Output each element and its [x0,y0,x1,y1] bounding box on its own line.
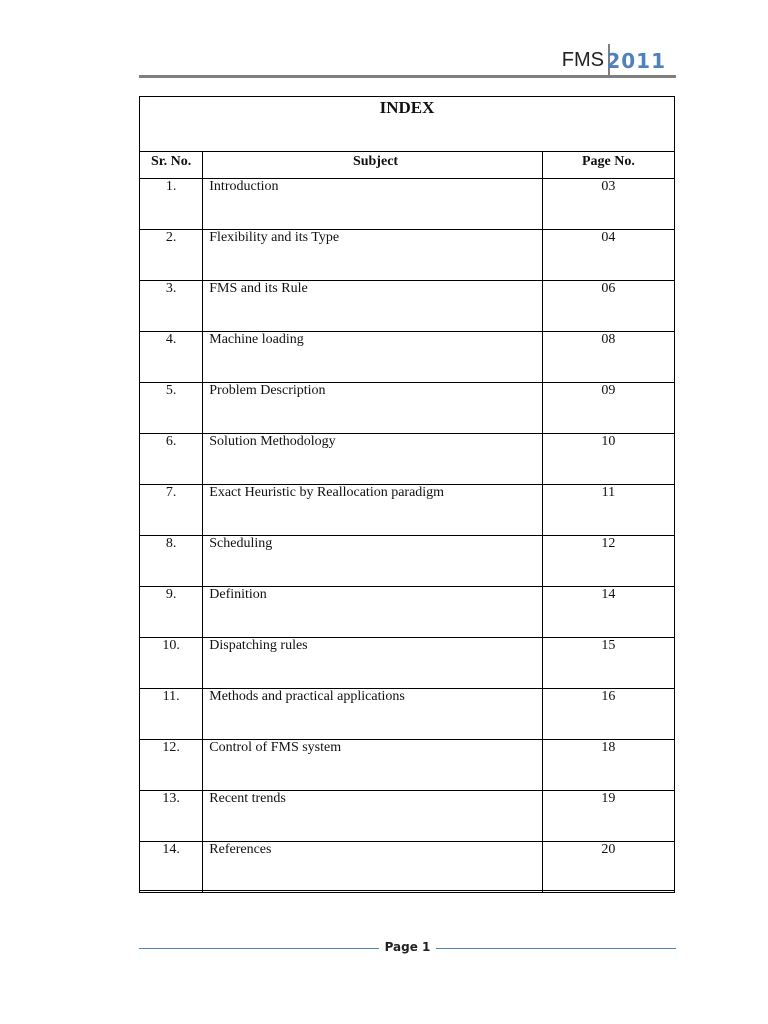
page-header [139,40,676,80]
row-subject: Recent trends [203,791,543,842]
row-subject: FMS and its Rule [203,281,543,332]
row-sr-no: 10. [140,638,203,689]
row-subject: Methods and practical applications [203,689,543,740]
table-row [140,485,675,536]
row-subject: Exact Heuristic by Reallocation paradigm [203,485,543,536]
table-row [140,332,675,383]
table-row [140,281,675,332]
table-row [140,740,675,791]
header-title: FMS [561,49,604,71]
footer-rule-right [436,948,676,949]
row-sr-no: 13. [140,791,203,842]
row-subject: Problem Description [203,383,543,434]
page-number: Page 1 [384,940,431,954]
row-subject: Definition [203,587,543,638]
row-subject: Introduction [203,179,543,230]
row-page-no: 09 [542,383,674,434]
index-title: INDEX [379,98,435,117]
row-page-no: 06 [542,281,674,332]
column-header-sr-no: Sr. No. [140,152,203,179]
row-page-no: 03 [542,179,674,230]
row-page-no: 11 [542,485,674,536]
row-sr-no: 14. [140,842,203,893]
table-row [140,230,675,281]
row-subject: References [203,842,543,893]
row-page-no: 15 [542,638,674,689]
index-table [139,151,675,893]
row-sr-no: 2. [140,230,203,281]
row-subject: Control of FMS system [203,740,543,791]
index-box [139,96,675,891]
table-header-row [140,152,675,179]
row-page-no: 08 [542,332,674,383]
row-sr-no: 12. [140,740,203,791]
row-subject: Dispatching rules [203,638,543,689]
row-page-no: 16 [542,689,674,740]
row-subject: Scheduling [203,536,543,587]
table-row [140,383,675,434]
row-subject: Solution Methodology [203,434,543,485]
row-subject: Flexibility and its Type [203,230,543,281]
row-page-no: 19 [542,791,674,842]
page-footer [139,940,676,958]
row-sr-no: 1. [140,179,203,230]
header-rule [139,75,676,78]
table-row [140,689,675,740]
table-row [140,536,675,587]
table-row [140,179,675,230]
column-header-page-no: Page No. [542,152,674,179]
row-page-no: 20 [542,842,674,893]
row-page-no: 18 [542,740,674,791]
table-row [140,434,675,485]
row-sr-no: 6. [140,434,203,485]
row-sr-no: 5. [140,383,203,434]
row-page-no: 10 [542,434,674,485]
table-row [140,791,675,842]
row-sr-no: 8. [140,536,203,587]
row-sr-no: 11. [140,689,203,740]
row-sr-no: 3. [140,281,203,332]
table-row [140,587,675,638]
row-page-no: 04 [542,230,674,281]
header-year: 2011 [606,49,666,73]
row-sr-no: 9. [140,587,203,638]
row-sr-no: 4. [140,332,203,383]
table-row [140,842,675,893]
row-page-no: 14 [542,587,674,638]
row-subject: Machine loading [203,332,543,383]
column-header-subject: Subject [203,152,543,179]
row-sr-no: 7. [140,485,203,536]
table-row [140,638,675,689]
row-page-no: 12 [542,536,674,587]
